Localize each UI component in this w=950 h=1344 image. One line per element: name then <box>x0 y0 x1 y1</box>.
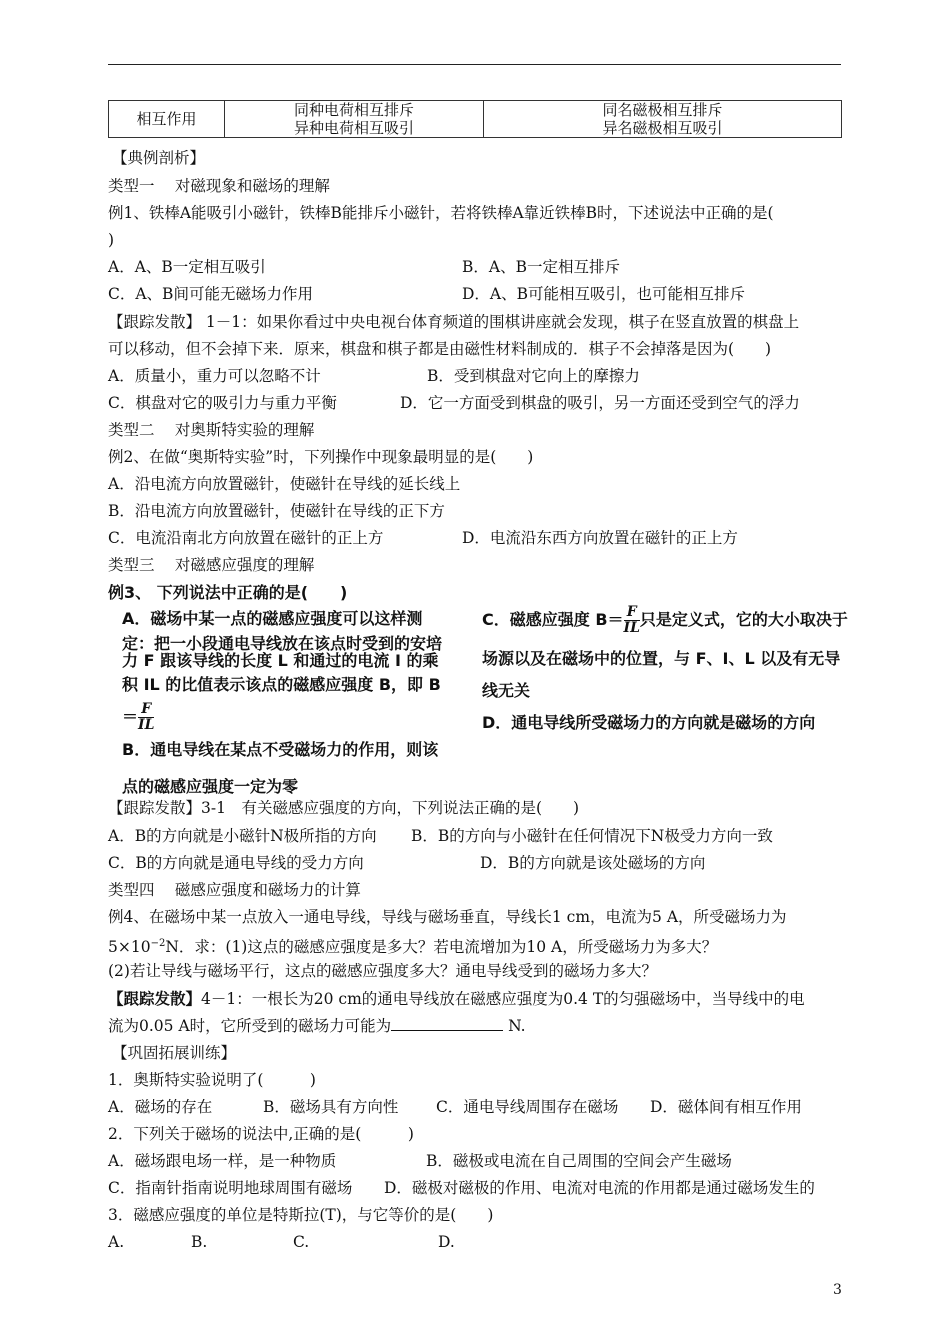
option-c-line: 线无关 <box>482 681 531 700</box>
table-cell-label: 相互作用 <box>109 101 225 138</box>
option-a-line: A．磁场中某一点的磁感应强度可以这样测 <box>122 609 423 628</box>
equals-sign: ＝ <box>122 707 139 726</box>
fraction <box>624 605 640 636</box>
cell-line: 异种电荷相互吸引 <box>293 119 414 137</box>
option-a: A．沿电流方向放置磁针，使磁针在导线的延长线上 <box>108 475 461 493</box>
exponent-base: 5×10 <box>108 938 151 957</box>
question-text <box>108 934 717 957</box>
comparison-table <box>108 100 842 138</box>
question-text: 3．磁感应强度的单位是特斯拉(T)，与它等价的是( ) <box>108 1206 494 1224</box>
option-d: D．磁极对磁极的作用、电流对电流的作用都是通过磁场发生的 <box>384 1179 815 1197</box>
question-text <box>108 989 805 1009</box>
question-text: 例3、 下列说法中正确的是( ) <box>108 583 348 602</box>
option-c: C．指南针指南说明地球周围有磁场 <box>108 1179 353 1197</box>
table-row <box>109 101 842 138</box>
cell-line: 同名磁极相互排斥 <box>602 101 723 119</box>
exponent: −2 <box>150 938 166 949</box>
option-d: D．A、B可能相互吸引，也可能相互排斥 <box>462 285 746 303</box>
cell-line: 异名磁极相互吸引 <box>602 119 723 137</box>
type-heading: 类型二 对奥斯特实验的理解 <box>108 421 315 439</box>
question-text: 2．下列关于磁场的说法中,正确的是( ) <box>108 1125 414 1143</box>
option-d: D．B的方向就是该处磁场的方向 <box>480 854 706 872</box>
cell-line: 同种电荷相互排斥 <box>293 101 414 119</box>
option-a: A．A、B一定相互吸引 <box>108 258 266 276</box>
question-text <box>108 1016 526 1036</box>
option-a: A．磁场的存在 <box>108 1098 213 1116</box>
option-d: D. <box>438 1233 455 1251</box>
option-a-equation <box>122 702 154 733</box>
option-b: B．磁场具有方向性 <box>263 1098 399 1116</box>
option-b-line: B．通电导线在某点不受磁场力的作用，则该 <box>122 740 439 759</box>
option-a: A．质量小，重力可以忽略不计 <box>108 367 321 385</box>
option-c: C．B的方向就是通电导线的受力方向 <box>108 854 364 872</box>
question-text-rest: 4－1：一根长为20 cm的通电导线放在磁感应强度为0.4 T的匀强磁场中，当导线中的电 <box>201 990 805 1008</box>
option-c: C．电流沿南北方向放置在磁针的正上方 <box>108 529 384 547</box>
fraction-denominator: IL <box>138 717 155 733</box>
question-text: 例2、在做“奥斯特实验”时，下列操作中现象最明显的是( ) <box>108 448 534 466</box>
option-c: C．棋盘对它的吸引力与重力平衡 <box>108 394 337 412</box>
header-rule <box>108 64 841 65</box>
section-heading: 【巩固拓展训练】 <box>112 1044 237 1062</box>
option-b: B．B的方向与小磁针在任何情况下N极受力方向一致 <box>411 827 773 845</box>
question-text: 例1、铁棒A能吸引小磁针，铁棒B能排斥小磁针，若将铁棒A靠近铁棒B时，下述说法中正确的是( <box>108 204 774 222</box>
option-c-text: C．磁感应强度 B＝ <box>482 610 624 629</box>
question-text: (2)若让导线与磁场平行，这点的磁感应强度多大？通电导线受到的磁场力多大？ <box>108 962 657 980</box>
option-a-line: 定：把一小段通电导线放在该点时受到的安培 <box>122 634 443 653</box>
page-number: 3 <box>833 1282 842 1298</box>
tag-label: 【跟踪发散】 <box>108 989 202 1008</box>
option-c: C．A、B间可能无磁场力作用 <box>108 285 313 303</box>
table-cell-charge <box>225 101 484 138</box>
option-b-line: 点的磁感应强度一定为零 <box>122 777 299 796</box>
table-cell-magnet <box>484 101 842 138</box>
option-d: D．电流沿东西方向放置在磁针的正上方 <box>462 529 738 547</box>
question-text: 例4、在磁场中某一点放入一通电导线，导线与磁场垂直，导线长1 cm，电流为5 A，所受磁场力为 <box>108 908 787 926</box>
question-text: 可以移动，但不会掉下来．原来，棋盘和棋子都是由磁性材料制成的．棋子不会掉落是因为( ) <box>108 340 772 358</box>
option-d: D．磁体间有相互作用 <box>650 1098 802 1116</box>
question-text-start: 流为0.05 A时，它所受到的磁场力可能为 <box>108 1017 392 1035</box>
option-a: A. <box>108 1233 125 1251</box>
section-heading: 【典例剖析】 <box>112 149 206 167</box>
type-heading: 类型一 对磁现象和磁场的理解 <box>108 177 330 195</box>
option-c-text: 只是定义式，它的大小取决于 <box>639 610 848 629</box>
unit: N. <box>503 1017 526 1035</box>
option-b: B．受到棋盘对它向上的摩擦力 <box>427 367 640 385</box>
option-a: A．磁场跟电场一样，是一种物质 <box>108 1152 337 1170</box>
fraction <box>138 702 154 733</box>
fraction-numerator: F <box>624 605 640 621</box>
question-text-rest: N．求：(1)这点的磁感应强度是多大？若电流增加为10 A，所受磁场力为多大？ <box>165 938 718 957</box>
option-b: B. <box>191 1233 208 1251</box>
option-d: D．通电导线所受磁场力的方向就是磁场的方向 <box>482 713 816 732</box>
option-b: B．磁极或电流在自己周围的空间会产生磁场 <box>426 1152 732 1170</box>
type-heading: 类型三 对磁感应强度的理解 <box>108 556 315 574</box>
option-a-line: 力 F 跟该导线的长度 L 和通过的电流 I 的乘 <box>122 651 439 670</box>
fraction-denominator: IL <box>623 620 640 636</box>
option-d: D．它一方面受到棋盘的吸引，另一方面还受到空气的浮力 <box>400 394 800 412</box>
option-a-line: 积 IL 的比值表示该点的磁感应强度 B，即 B <box>122 675 441 694</box>
fraction-numerator: F <box>138 702 154 718</box>
option-c-line <box>482 605 848 636</box>
type-heading: 类型四 磁感应强度和磁场力的计算 <box>108 881 361 899</box>
option-c: C．通电导线周围存在磁场 <box>436 1098 619 1116</box>
question-text: 1．奥斯特实验说明了( ) <box>108 1071 316 1089</box>
option-b: B．沿电流方向放置磁针，使磁针在导线的正下方 <box>108 502 445 520</box>
option-c: C. <box>293 1233 310 1251</box>
option-a: A．B的方向就是小磁针N极所指的方向 <box>108 827 377 845</box>
question-text: 【跟踪发散】3-1 有关磁感应强度的方向，下列说法正确的是( ) <box>108 799 580 817</box>
question-text: ) <box>108 231 115 249</box>
answer-blank[interactable] <box>391 1016 503 1031</box>
option-c-line: 场源以及在磁场中的位置，与 F、I、L 以及有无导 <box>482 649 841 668</box>
option-b: B．A、B一定相互排斥 <box>462 258 620 276</box>
question-text: 【跟踪发散】 1－1：如果你看过中央电视台体育频道的围棋讲座就会发现，棋子在竖直放置的棋盘上 <box>108 313 800 331</box>
